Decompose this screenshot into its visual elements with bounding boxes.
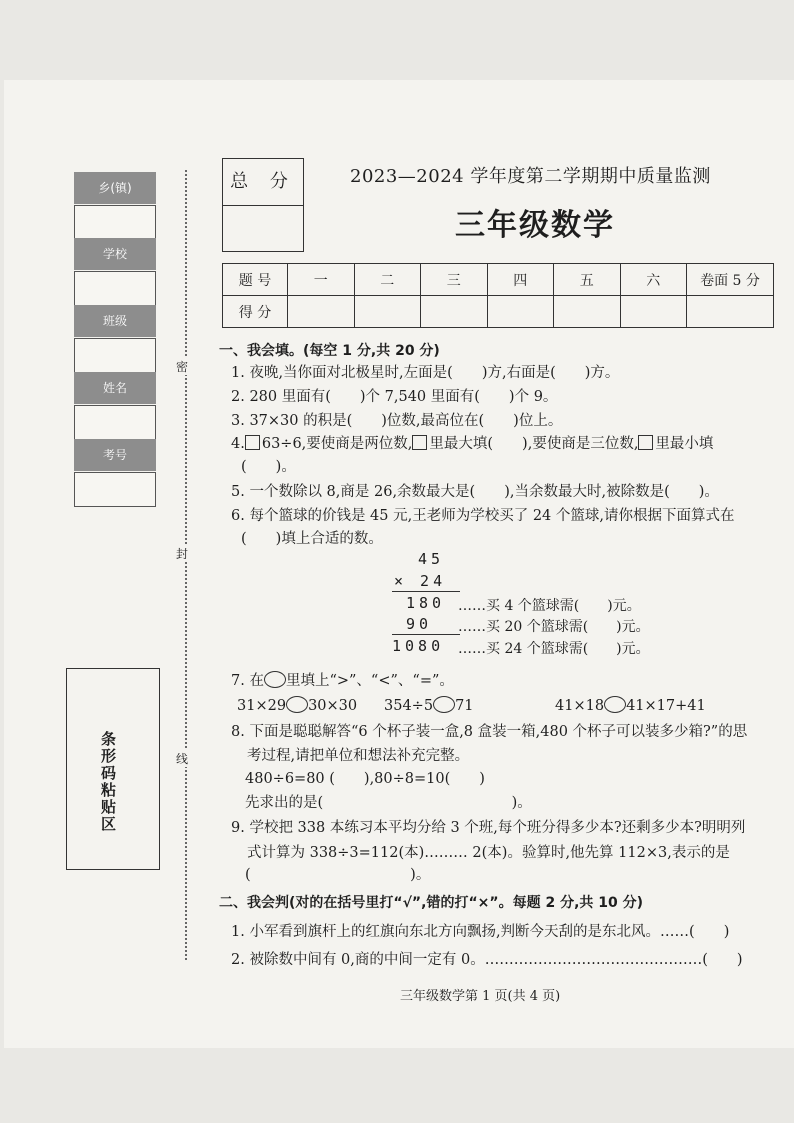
score-cell [288,296,355,328]
calc-row-3: 180 [406,594,446,612]
question-5: 5. 一个数除以 8,商是 26,余数最大是( ),当余数最大时,被除数是( )。 [231,484,719,500]
calc-note-3: ……买 4 个篮球需( )元。 [458,598,641,614]
total-score-box [222,158,304,252]
score-cell [487,296,554,328]
exam-number-field [74,472,156,507]
page-footer: 三年级数学第 1 页(共 4 页) [400,989,561,1004]
score-table-header-row [223,264,774,296]
blank-square-icon [412,435,427,450]
seal-char-xian: 线 [176,752,189,766]
question-6: 6. 每个篮球的价钱是 45 元,王老师为学校买了 24 个篮球,请你根据下面算式在 [231,508,735,524]
calc-row-1: 45 [418,550,445,568]
name-field [74,405,156,440]
q7-item-1-left: 31×29 [237,698,287,714]
calc-row-5: 1080 [392,637,445,655]
q4-num: 4. [231,436,245,452]
township-field [74,205,156,240]
school-field [74,271,156,306]
score-table-score-row [223,296,774,328]
calc-rule [392,634,460,635]
question-8-cont: 考过程,请把单位和想法补充完整。 [247,748,470,764]
barcode-label: 条形码粘贴区 [99,731,117,833]
score-cell [421,296,488,328]
q7-text: 里填上“>”、“<”、“=”。 [285,673,454,689]
calc-row-2: × 24 [394,572,447,590]
q7-item-3 [555,696,706,716]
question-8: 8. 下面是聪聪解答“6 个杯子装一盒,8 盒装一箱,480 个杯子可以装多少箱?”的思 [231,724,748,740]
q7-item-2-right: 71 [455,698,474,714]
school-label: 学校 [74,238,156,270]
seal-char-feng: 封 [176,547,189,561]
score-cell [620,296,687,328]
score-cell: 得 分 [223,296,288,328]
blank-square-icon [245,435,260,450]
judge-question-1: 1. 小军看到旗杆上的红旗向东北方向飘扬,判断今天刮的是东北风。……( ) [231,924,730,940]
question-9-end: ( )。 [245,867,431,883]
township-label: 乡(镇) [74,172,156,204]
class-label: 班级 [74,305,156,337]
score-cell [687,296,774,328]
exam-number-label: 考号 [74,439,156,471]
question-9-cont: 式计算为 338÷3=112(本)……… 2(本)。验算时,他先算 112×3,表示的是 [247,845,730,861]
score-cell: 二 [354,264,421,296]
question-1: 1. 夜晚,当你面对北极星时,左面是( )方,右面是( )方。 [231,365,620,381]
q4-text-b: 里最大填( ),要使商是三位数, [429,436,639,452]
q7-num: 7. 在 [231,673,264,689]
blank-square-icon [638,435,653,450]
question-9: 9. 学校把 338 本练习本平均分给 3 个班,每个班分得多少本?还剩多少本?明明列 [231,820,746,836]
question-6-cont: ( )填上合适的数。 [241,531,383,547]
calc-rule [392,591,460,592]
question-4 [231,434,713,454]
q4-text-c: 里最小填 [655,436,714,452]
score-cell: 六 [620,264,687,296]
judge-question-2: 2. 被除数中间有 0,商的中间一定有 0。………………………………………( ) [231,952,743,968]
q7-item-1 [237,696,357,716]
seal-line [185,170,187,960]
score-cell: 四 [487,264,554,296]
section2-heading: 二、我会判(对的在括号里打“√”,错的打“×”。每题 2 分,共 10 分) [219,895,644,911]
calc-row-4: 90 [406,615,433,633]
score-table [222,263,774,328]
score-cell [354,296,421,328]
total-score-label: 总 分 [223,159,303,206]
question-2: 2. 280 里面有( )个 7,540 里面有( )个 9。 [231,389,558,405]
score-cell: 一 [288,264,355,296]
q7-item-1-right: 30×30 [308,698,358,714]
question-3: 3. 37×30 的积是( )位数,最高位在( )位上。 [231,413,563,429]
q7-item-3-left: 41×18 [555,698,605,714]
question-7 [231,671,454,691]
question-8-work: 480÷6=80 ( ),80÷8=10( ) [245,771,485,787]
question-4-cont: ( )。 [241,459,296,475]
seal-char-mi: 密 [176,360,189,374]
q7-item-2-left: 354÷5 [384,698,434,714]
q7-item-3-right: 41×17+41 [626,698,706,714]
q4-text-a: 63÷6,要使商是两位数, [261,436,413,452]
score-cell: 五 [554,264,621,296]
question-8-first: 先求出的是( )。 [245,795,532,811]
calc-note-4: ……买 20 个篮球需( )元。 [458,619,650,635]
score-cell: 三 [421,264,488,296]
barcode-area [66,668,160,870]
section1-heading: 一、我会填。(每空 1 分,共 20 分) [219,343,440,359]
score-cell: 题 号 [223,264,288,296]
blank-circle-icon [286,696,308,713]
exam-title: 2023—2024 学年度第二学期期中质量监测 [350,166,711,187]
blank-circle-icon [604,696,626,713]
class-field [74,338,156,373]
score-cell [554,296,621,328]
q7-item-2 [384,696,474,716]
blank-circle-icon [433,696,455,713]
blank-circle-icon [264,671,286,688]
name-label: 姓名 [74,372,156,404]
score-cell: 卷面 5 分 [687,264,774,296]
subject-title: 三年级数学 [455,208,615,243]
calc-note-5: ……买 24 个篮球需( )元。 [458,641,650,657]
